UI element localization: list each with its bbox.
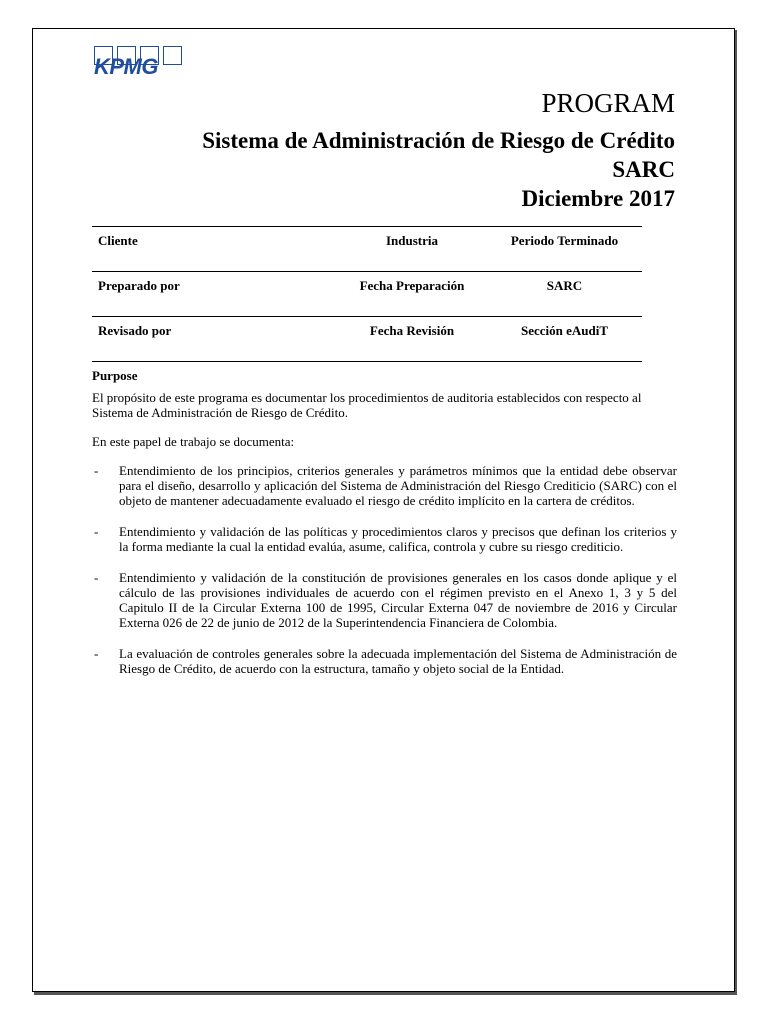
purpose-text: El propósito de este programa es documentar los procedimientos de auditoria establecidos con respecto al Sistema de Administración de Riesgo de Crédito.	[92, 390, 642, 420]
table-row	[92, 271, 642, 316]
table-cell: Revisado por	[98, 323, 172, 338]
list-item	[92, 463, 677, 508]
table-row	[92, 316, 642, 362]
table-cell: Periodo Terminado	[510, 233, 619, 248]
intro-text: En este papel de trabajo se documenta:	[92, 434, 295, 449]
bullet-dash: -	[94, 463, 99, 478]
kpmg-logo	[94, 46, 186, 80]
info-table	[92, 226, 642, 362]
title-line-1: Sistema de Administración de Riesgo de Crédito	[202, 128, 675, 153]
page-shadow-right	[735, 30, 737, 995]
list-item	[92, 646, 677, 676]
title-line-3: Diciembre 2017	[521, 186, 675, 211]
bullet-dash: -	[94, 524, 99, 539]
table-cell: Preparado por	[98, 278, 180, 293]
logo-wordmark: KPMG	[94, 54, 158, 79]
list-item-text: La evaluación de controles generales sobre la adecuada implementación del Sistema de Administración de Riesgo de Crédito, de acuerdo con la estructura, tamaño y objeto social de la Entidad.	[119, 646, 677, 676]
bullet-dash: -	[94, 646, 99, 661]
table-cell: Cliente	[98, 233, 138, 248]
table-cell: Industria	[385, 233, 439, 248]
table-cell: Sección eAudiT	[520, 323, 609, 338]
list-item-text: Entendimiento y validación de la constitución de provisiones generales en los casos donde aplique y el cálculo de las provisiones individuales de acuerdo con el régimen previsto en el Anexo 1, 3 y 5 del Capitulo II de la Circular Externa 100 de 1995, Circular Externa 047 de noviembre de 2016 y Circular Externa 026 de 22 de junio de 2012 de la Superintendencia Financiera de Colombia.	[119, 570, 677, 630]
list-item-text: Entendimiento y validación de las políticas y procedimientos claros y precisos que definan los criterios y la forma mediante la cual la entidad evalúa, asume, califica, controla y cubre su riesgo crediticio.	[119, 524, 677, 554]
table-cell: Fecha Revisión	[369, 323, 455, 338]
list-item-text: Entendimiento de los principios, criterios generales y parámetros mínimos que la entidad debe observar para el diseño, desarrollo y aplicación del Sistema de Administración del Riesgo Crediticio (SARC) con el objeto de mantener adecuadamente evaluado el riesgo de crédito implícito en la cartera de créditos.	[119, 463, 677, 508]
document-title	[115, 126, 675, 213]
page-shadow-bottom	[34, 992, 737, 995]
table-cell: SARC	[546, 278, 583, 293]
list-item	[92, 570, 677, 630]
program-heading: PROGRAM	[541, 88, 675, 118]
table-cell: Fecha Preparación	[359, 278, 465, 293]
list-item	[92, 524, 677, 554]
logo-box-4	[163, 46, 182, 65]
table-row	[92, 226, 642, 271]
procedure-list	[92, 463, 677, 676]
document-body	[92, 368, 677, 692]
purpose-heading: Purpose	[92, 368, 138, 383]
title-line-2: SARC	[612, 157, 675, 182]
bullet-dash: -	[94, 570, 99, 585]
